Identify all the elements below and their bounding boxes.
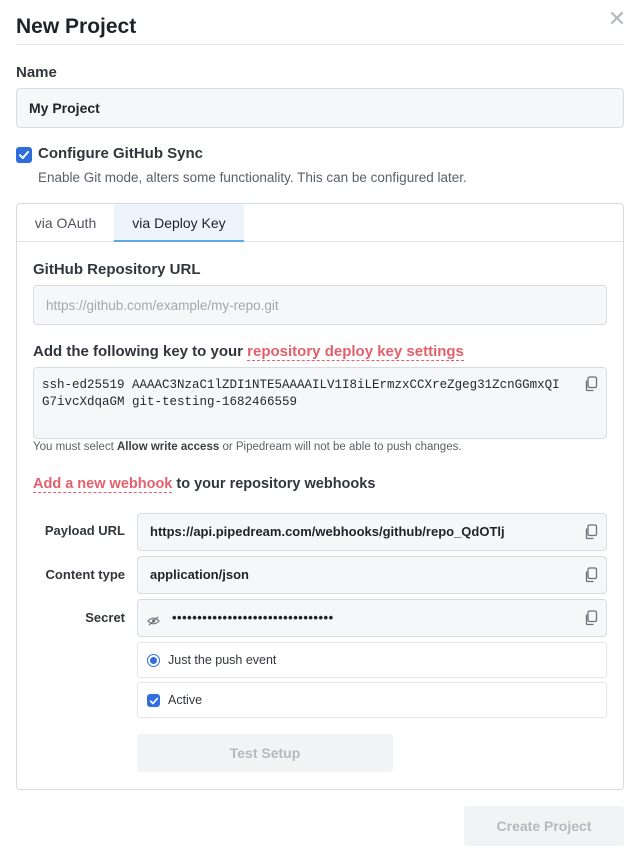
deploy-key-box[interactable]: ssh-ed25519 AAAAC3NzaC1lZDI1NTE5AAAAILV1I8iLErmzxCCXreZgeg31ZcnGGmxQIG7ivcXdqaGM git-testing-1682466559 (33, 367, 607, 439)
content-type-label: Content type (45, 567, 125, 582)
test-setup-button[interactable]: Test Setup (137, 734, 393, 772)
project-name-input[interactable] (16, 88, 624, 128)
content-type-field[interactable]: application/json (137, 556, 607, 594)
push-event-label: Just the push event (168, 653, 277, 667)
active-label: Active (168, 693, 203, 707)
name-label: Name (16, 64, 57, 81)
github-sync-label[interactable]: Configure GitHub Sync (38, 145, 203, 162)
webhook-heading (33, 476, 375, 492)
radio-selected-dot (150, 657, 157, 664)
checkmark-icon (18, 149, 30, 161)
repo-url-label: GitHub Repository URL (33, 261, 201, 278)
active-checkbox[interactable] (147, 694, 160, 707)
github-sync-description: Enable Git mode, alters some functionality. This can be configured later. (38, 170, 467, 185)
add-webhook-link[interactable]: Add a new webhook (33, 476, 173, 492)
copy-icon[interactable] (584, 524, 598, 540)
payload-url-field[interactable]: https://api.pipedream.com/webhooks/github/repo_QdOTlj (137, 513, 607, 551)
tab-via-deploy-key[interactable]: via Deploy Key (114, 204, 244, 242)
active-option[interactable] (137, 682, 607, 718)
secret-field[interactable]: •••••••••••••••••••••••••••••••• (137, 599, 607, 637)
create-project-button[interactable]: Create Project (464, 806, 624, 846)
payload-url-label: Payload URL (44, 523, 125, 538)
push-event-radio[interactable] (147, 654, 160, 667)
tab-via-oauth[interactable]: via OAuth (34, 215, 97, 231)
title-divider (16, 44, 624, 45)
copy-icon[interactable] (584, 567, 598, 583)
hint-bold: Allow write access (116, 441, 220, 453)
eye-off-icon[interactable] (147, 613, 160, 623)
tab-bar (17, 204, 623, 242)
secret-label: Secret (85, 610, 125, 625)
repo-url-input[interactable] (33, 285, 607, 325)
checkmark-icon (149, 696, 159, 706)
webhook-heading-text: to your repository webhooks (172, 476, 376, 492)
copy-icon[interactable] (584, 376, 598, 392)
close-icon[interactable]: ✕ (607, 6, 627, 31)
copy-icon[interactable] (584, 610, 598, 626)
deploy-key-heading (33, 343, 464, 360)
hint-suffix: or Pipedream will not be able to push changes. (219, 441, 462, 453)
write-access-hint (33, 441, 462, 453)
deploy-key-heading-text: Add the following key to your (33, 343, 248, 360)
modal-title: New Project (16, 15, 137, 38)
push-event-option[interactable] (137, 642, 607, 678)
deploy-key-settings-link[interactable]: repository deploy key settings (247, 343, 464, 360)
hint-prefix: You must select (33, 441, 117, 453)
github-sync-checkbox[interactable] (16, 147, 32, 163)
